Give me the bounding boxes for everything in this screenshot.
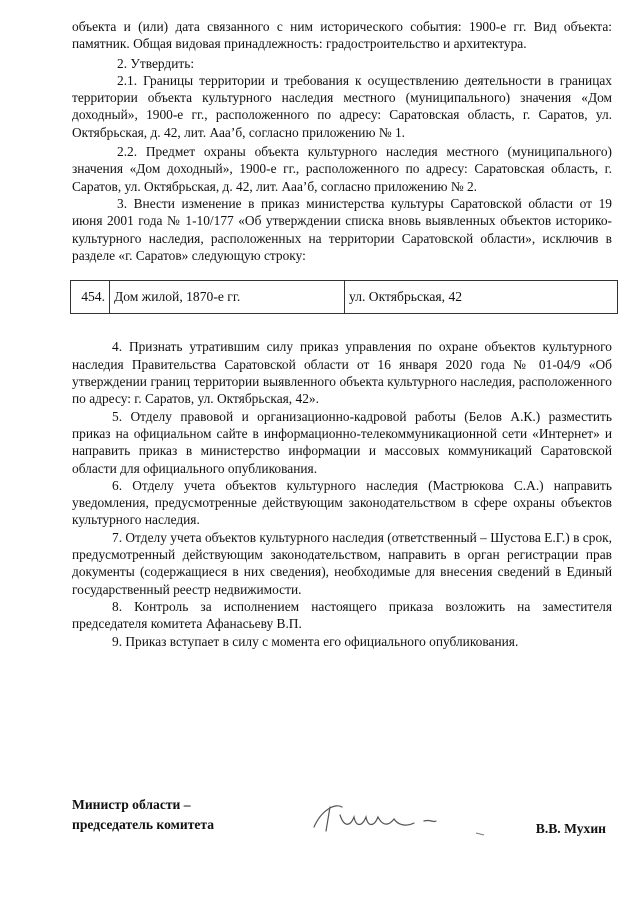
table-row [71,281,618,314]
item-2-2: 2.2. Предмет охраны объекта культурного наследия местного (муниципального) значения «Дом доходный», 1900-е гг., расположенного по адресу: Саратовская область, г. Саратов, ул. Октябрьская, д. 42, лит. Ааа’б, согласно приложению № 2. [72,144,612,194]
signatory-title-line-1: Министр области – [72,797,191,812]
table-cell-address: ул. Октябрьская, 42 [345,281,618,314]
item-6: 6. Отделу учета объектов культурного наследия (Мастрюкова С.А.) направить уведомления, предусмотренные действующим законодательством в сфере охраны объектов культурного наследия. [72,477,612,528]
item-5: 5. Отделу правовой и организационно-кадровой работы (Белов А.К.) разместить приказ на официальном сайте в информационно-телекоммуникационной сети «Интернет» и направить приказ в министерство информации и массовых коммуникаций Саратовской области для официального опубликования. [72,408,612,476]
table-cell-number: 454. [71,281,110,314]
item-7: 7. Отделу учета объектов культурного наследия (ответственный – Шустова Е.Г.) в срок, предусмотренный действующим законодательством, направить в орган регистрации прав документы (содержащиеся в них сведения), необходимые для внесения сведений в Единый государственный реестр недвижимости. [72,529,612,597]
item-2-heading: 2. Утвердить: [117,55,195,71]
item-3: 3. Внести изменение в приказ министерства культуры Саратовской области от 19 июня 2001 года № 1-10/177 «Об утверждении списка вновь выявленных объектов историко-культурного наследия, расположенных на территории Саратовской области», исключив в разделе «г. Саратов» следующую строку: [72,195,612,263]
table-cell-name: Дом жилой, 1870-е гг. [110,281,345,314]
amendment-table-wrapper [70,280,618,314]
signatory-title-line-2: председатель комитета [72,817,215,832]
handwritten-signature-icon [296,797,496,841]
item-9: 9. Приказ вступает в силу с момента его официального опубликования. [112,633,519,649]
document-body [72,18,612,650]
amendment-table [70,280,618,314]
signature-block [72,795,612,855]
item-8: 8. Контроль за исполнением настоящего приказа возложить на заместителя председателя комитета Афанасьеву В.П. [72,598,612,632]
signatory-name: В.В. Мухин [535,821,606,836]
item-2-1: 2.1. Границы территории и требования к осуществлению деятельности в границах территории объекта культурного наследия местного (муниципального) значения «Дом доходный», 1900-е гг., расположенного по адресу: Саратовская область, г. Саратов, ул. Октябрьская, д. 42, лит. Ааа’б, согласно приложению № 1. [72,72,612,140]
intro-continuation: объекта и (или) дата связанного с ним исторического события: 1900-е гг. Вид объекта: памятник. Общая видовая принадлежность: градостроительство и архитектура. [72,19,612,52]
item-4: 4. Признать утратившим силу приказ управления по охране объектов культурного наследия Правительства Саратовской области от 16 января 2020 года № 01-04/9 «Об утверждении границ территории выявленного объекта культурного наследия, расположенного по адресу: г. Саратов, ул. Октябрьская, 42». [72,339,612,407]
